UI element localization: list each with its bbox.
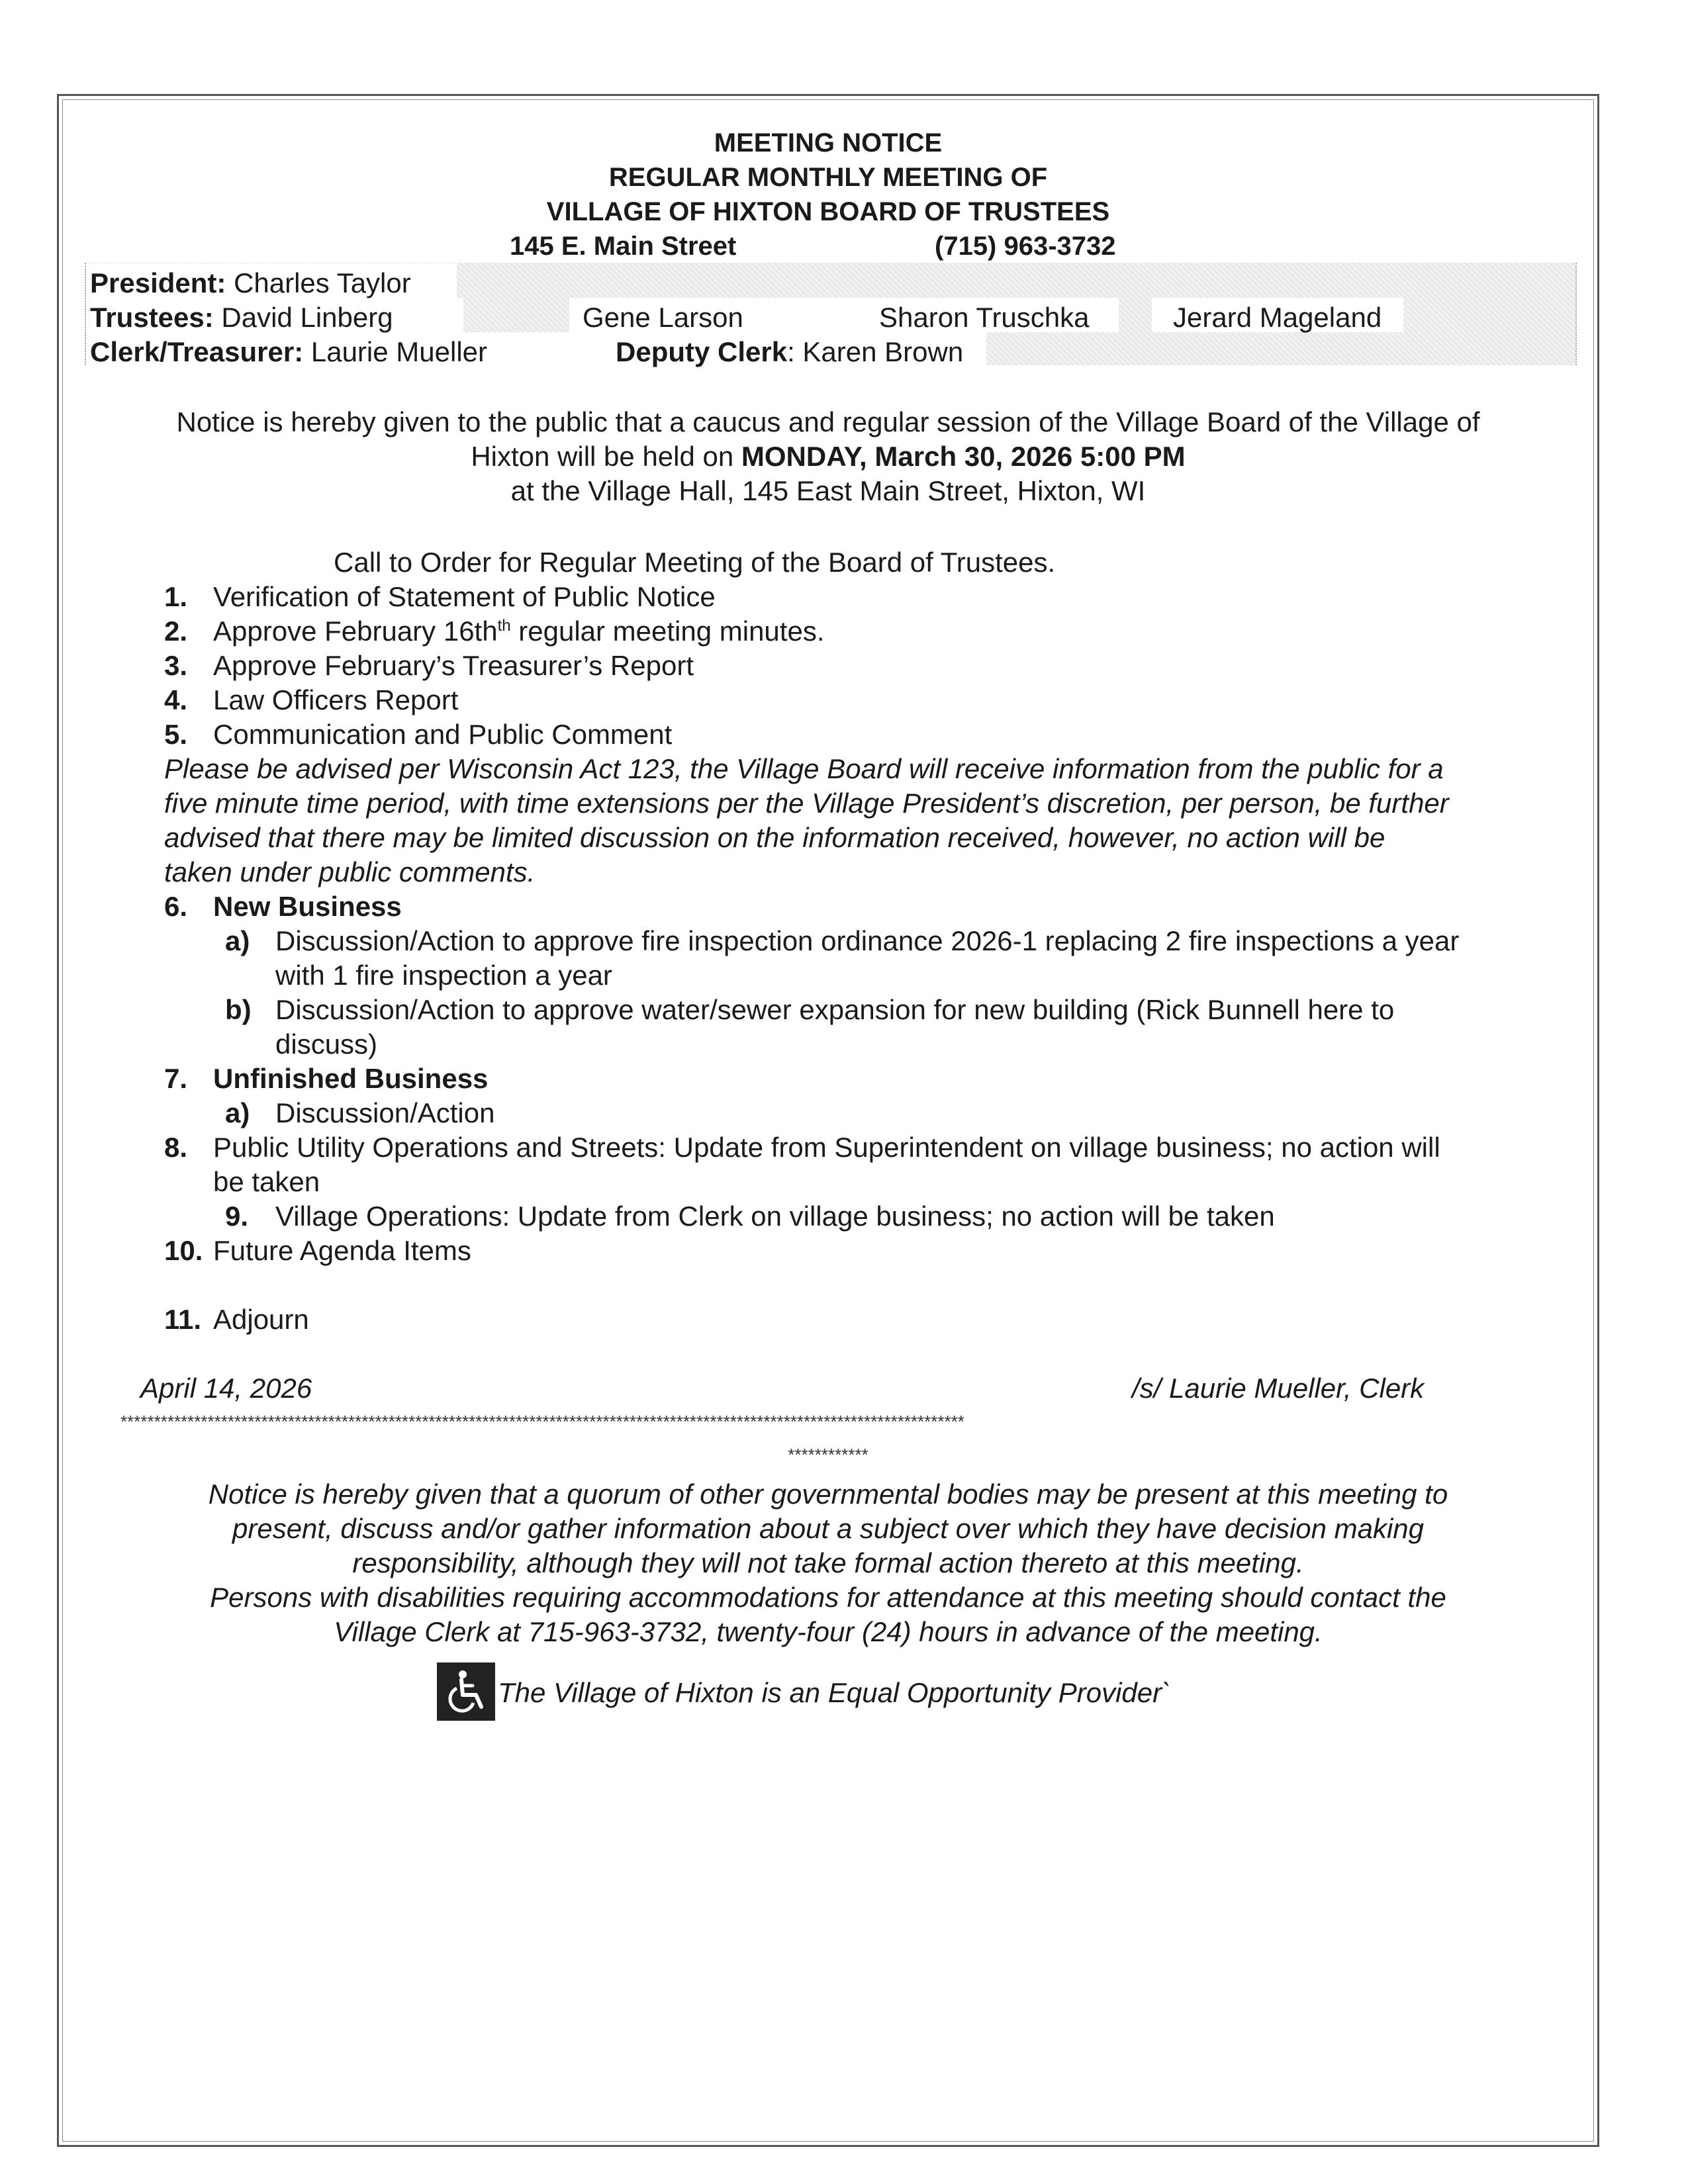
item-number: 6. — [164, 891, 188, 922]
quorum-notice: responsibility, although they will not take formal action thereto at this meeting. — [352, 1547, 1304, 1578]
item-text: Verification of Statement of Public Notice — [213, 581, 716, 612]
agenda-item — [164, 649, 694, 683]
notice-line: Notice is hereby given to the public that a caucus and regular session of the Village Board of the Village of — [176, 406, 1480, 437]
disability-notice: Village Clerk at 715-963-3732, twenty-four (24) hours in advance of the meeting. — [334, 1616, 1323, 1647]
deputy-label: Deputy Clerk — [616, 336, 788, 367]
public-comment-note: advised that there may be limited discussion on the information received, however, no action will be — [164, 822, 1385, 853]
trustees-line — [90, 300, 393, 335]
item-number: 10. — [164, 1235, 203, 1266]
item-number: 11. — [164, 1304, 202, 1335]
quorum-notice: present, discuss and/or gather information about a subject over which they have decision making — [232, 1513, 1424, 1544]
item-text: Approve February’s Treasurer’s Report — [213, 650, 694, 681]
agenda-item — [164, 717, 672, 752]
agenda-item — [225, 1199, 1275, 1234]
subitem-continuation: discuss) — [275, 1028, 378, 1060]
subitem-continuation: with 1 fire inspection a year — [275, 960, 612, 991]
item-number: 1. — [164, 581, 188, 612]
notice-date: April 14, 2026 — [140, 1373, 312, 1404]
item-number: 7. — [164, 1063, 188, 1094]
notice-datetime-line — [57, 439, 1599, 474]
item-number: 9. — [225, 1201, 249, 1232]
disability-notice: Persons with disabilities requiring accommodations for attendance at this meeting should contact the — [210, 1582, 1446, 1613]
item-text: Communication and Public Comment — [213, 719, 673, 750]
item-text: Public Utility Operations and Streets: Update from Superintendent on village business; no action will — [213, 1132, 1440, 1163]
item-continuation: be taken — [213, 1166, 320, 1197]
deputy-line — [616, 335, 963, 369]
notice-text: Hixton will be held on — [471, 441, 741, 472]
separator-stars-short: ************ — [788, 1445, 868, 1465]
clerk-signature: /s/ Laurie Mueller, Clerk — [1132, 1373, 1425, 1404]
wheelchair-accessibility-icon — [437, 1662, 495, 1721]
agenda-item — [164, 1302, 309, 1337]
agenda-item — [164, 614, 825, 649]
agenda-subitem — [225, 924, 1459, 958]
agenda-item — [164, 1234, 471, 1268]
president-line — [90, 266, 411, 300]
item-text: Discussion/Action to approve fire inspection ordinance 2026-1 replacing 2 fire inspections a year — [275, 925, 1460, 956]
item-number: 3. — [164, 650, 188, 681]
item-number: 2. — [164, 615, 188, 647]
quorum-notice: Notice is hereby given that a quorum of other governmental bodies may be present at this meeting to — [208, 1479, 1448, 1510]
item-text: Law Officers Report — [213, 684, 459, 715]
board-title: VILLAGE OF HIXTON BOARD OF TRUSTEES — [546, 197, 1110, 226]
agenda-item — [164, 580, 716, 614]
phone-number: (715) 963-3732 — [935, 232, 1116, 261]
agenda-item — [164, 683, 458, 717]
president-label: President: — [90, 267, 226, 298]
call-to-order: Call to Order for Regular Meeting of the Board of Trustees. — [334, 547, 1056, 578]
clerk-label: Clerk/Treasurer: — [90, 336, 304, 367]
deputy-name: : Karen Brown — [787, 336, 964, 367]
item-heading: New Business — [213, 891, 402, 922]
subitem-letter: b) — [225, 994, 252, 1025]
trustee-name: Sharon Truschka — [879, 302, 1090, 333]
clerk-name: Laurie Mueller — [310, 336, 487, 367]
public-comment-note: five minute time period, with time extensions per the Village President’s discretion, per person, be further — [164, 788, 1449, 819]
address: 145 E. Main Street — [510, 232, 737, 261]
president-name: Charles Taylor — [234, 267, 411, 298]
item-heading: Unfinished Business — [213, 1063, 489, 1094]
item-number: 5. — [164, 719, 188, 750]
agenda-item — [164, 1130, 1440, 1165]
trustees-label: Trustees: — [90, 302, 214, 333]
item-text: regular meeting minutes. — [510, 615, 825, 647]
item-text: Village Operations: Update from Clerk on village business; no action will be taken — [275, 1201, 1275, 1232]
equal-opportunity-statement: The Village of Hixton is an Equal Opportunity Provider` — [498, 1677, 1172, 1708]
item-number: 8. — [164, 1132, 188, 1163]
item-number: 4. — [164, 684, 188, 715]
subitem-letter: a) — [225, 925, 250, 956]
item-superscript: th — [497, 617, 511, 635]
agenda-subitem — [225, 993, 1394, 1027]
agenda-item-new-business — [164, 889, 402, 924]
item-text: Discussion/Action to approve water/sewer expansion for new building (Rick Bunnell here to — [275, 994, 1395, 1025]
separator-stars: ****************************************************************************************************************************** — [120, 1412, 964, 1432]
notice-title: MEETING NOTICE — [714, 128, 943, 158]
item-text: Future Agenda Items — [213, 1235, 471, 1266]
item-text: Approve February 16th — [213, 615, 498, 647]
trustee-name: David Linberg — [221, 302, 393, 333]
trustee-name: Gene Larson — [583, 302, 743, 333]
trustee-name: Jerard Mageland — [1173, 302, 1382, 333]
item-text: Adjourn — [213, 1304, 309, 1335]
agenda-subitem — [225, 1096, 494, 1130]
agenda-item-unfinished-business — [164, 1062, 488, 1096]
meeting-datetime: MONDAY, March 30, 2026 5:00 PM — [741, 441, 1186, 472]
clerk-line — [90, 335, 487, 369]
public-comment-note: Please be advised per Wisconsin Act 123, the Village Board will receive information from the public for a — [164, 753, 1444, 784]
public-comment-note: taken under public comments. — [164, 856, 536, 887]
notice-location: at the Village Hall, 145 East Main Street, Hixton, WI — [510, 475, 1146, 506]
item-text: Discussion/Action — [275, 1097, 495, 1128]
meeting-title: REGULAR MONTHLY MEETING OF — [608, 163, 1048, 192]
subitem-letter: a) — [225, 1097, 250, 1128]
